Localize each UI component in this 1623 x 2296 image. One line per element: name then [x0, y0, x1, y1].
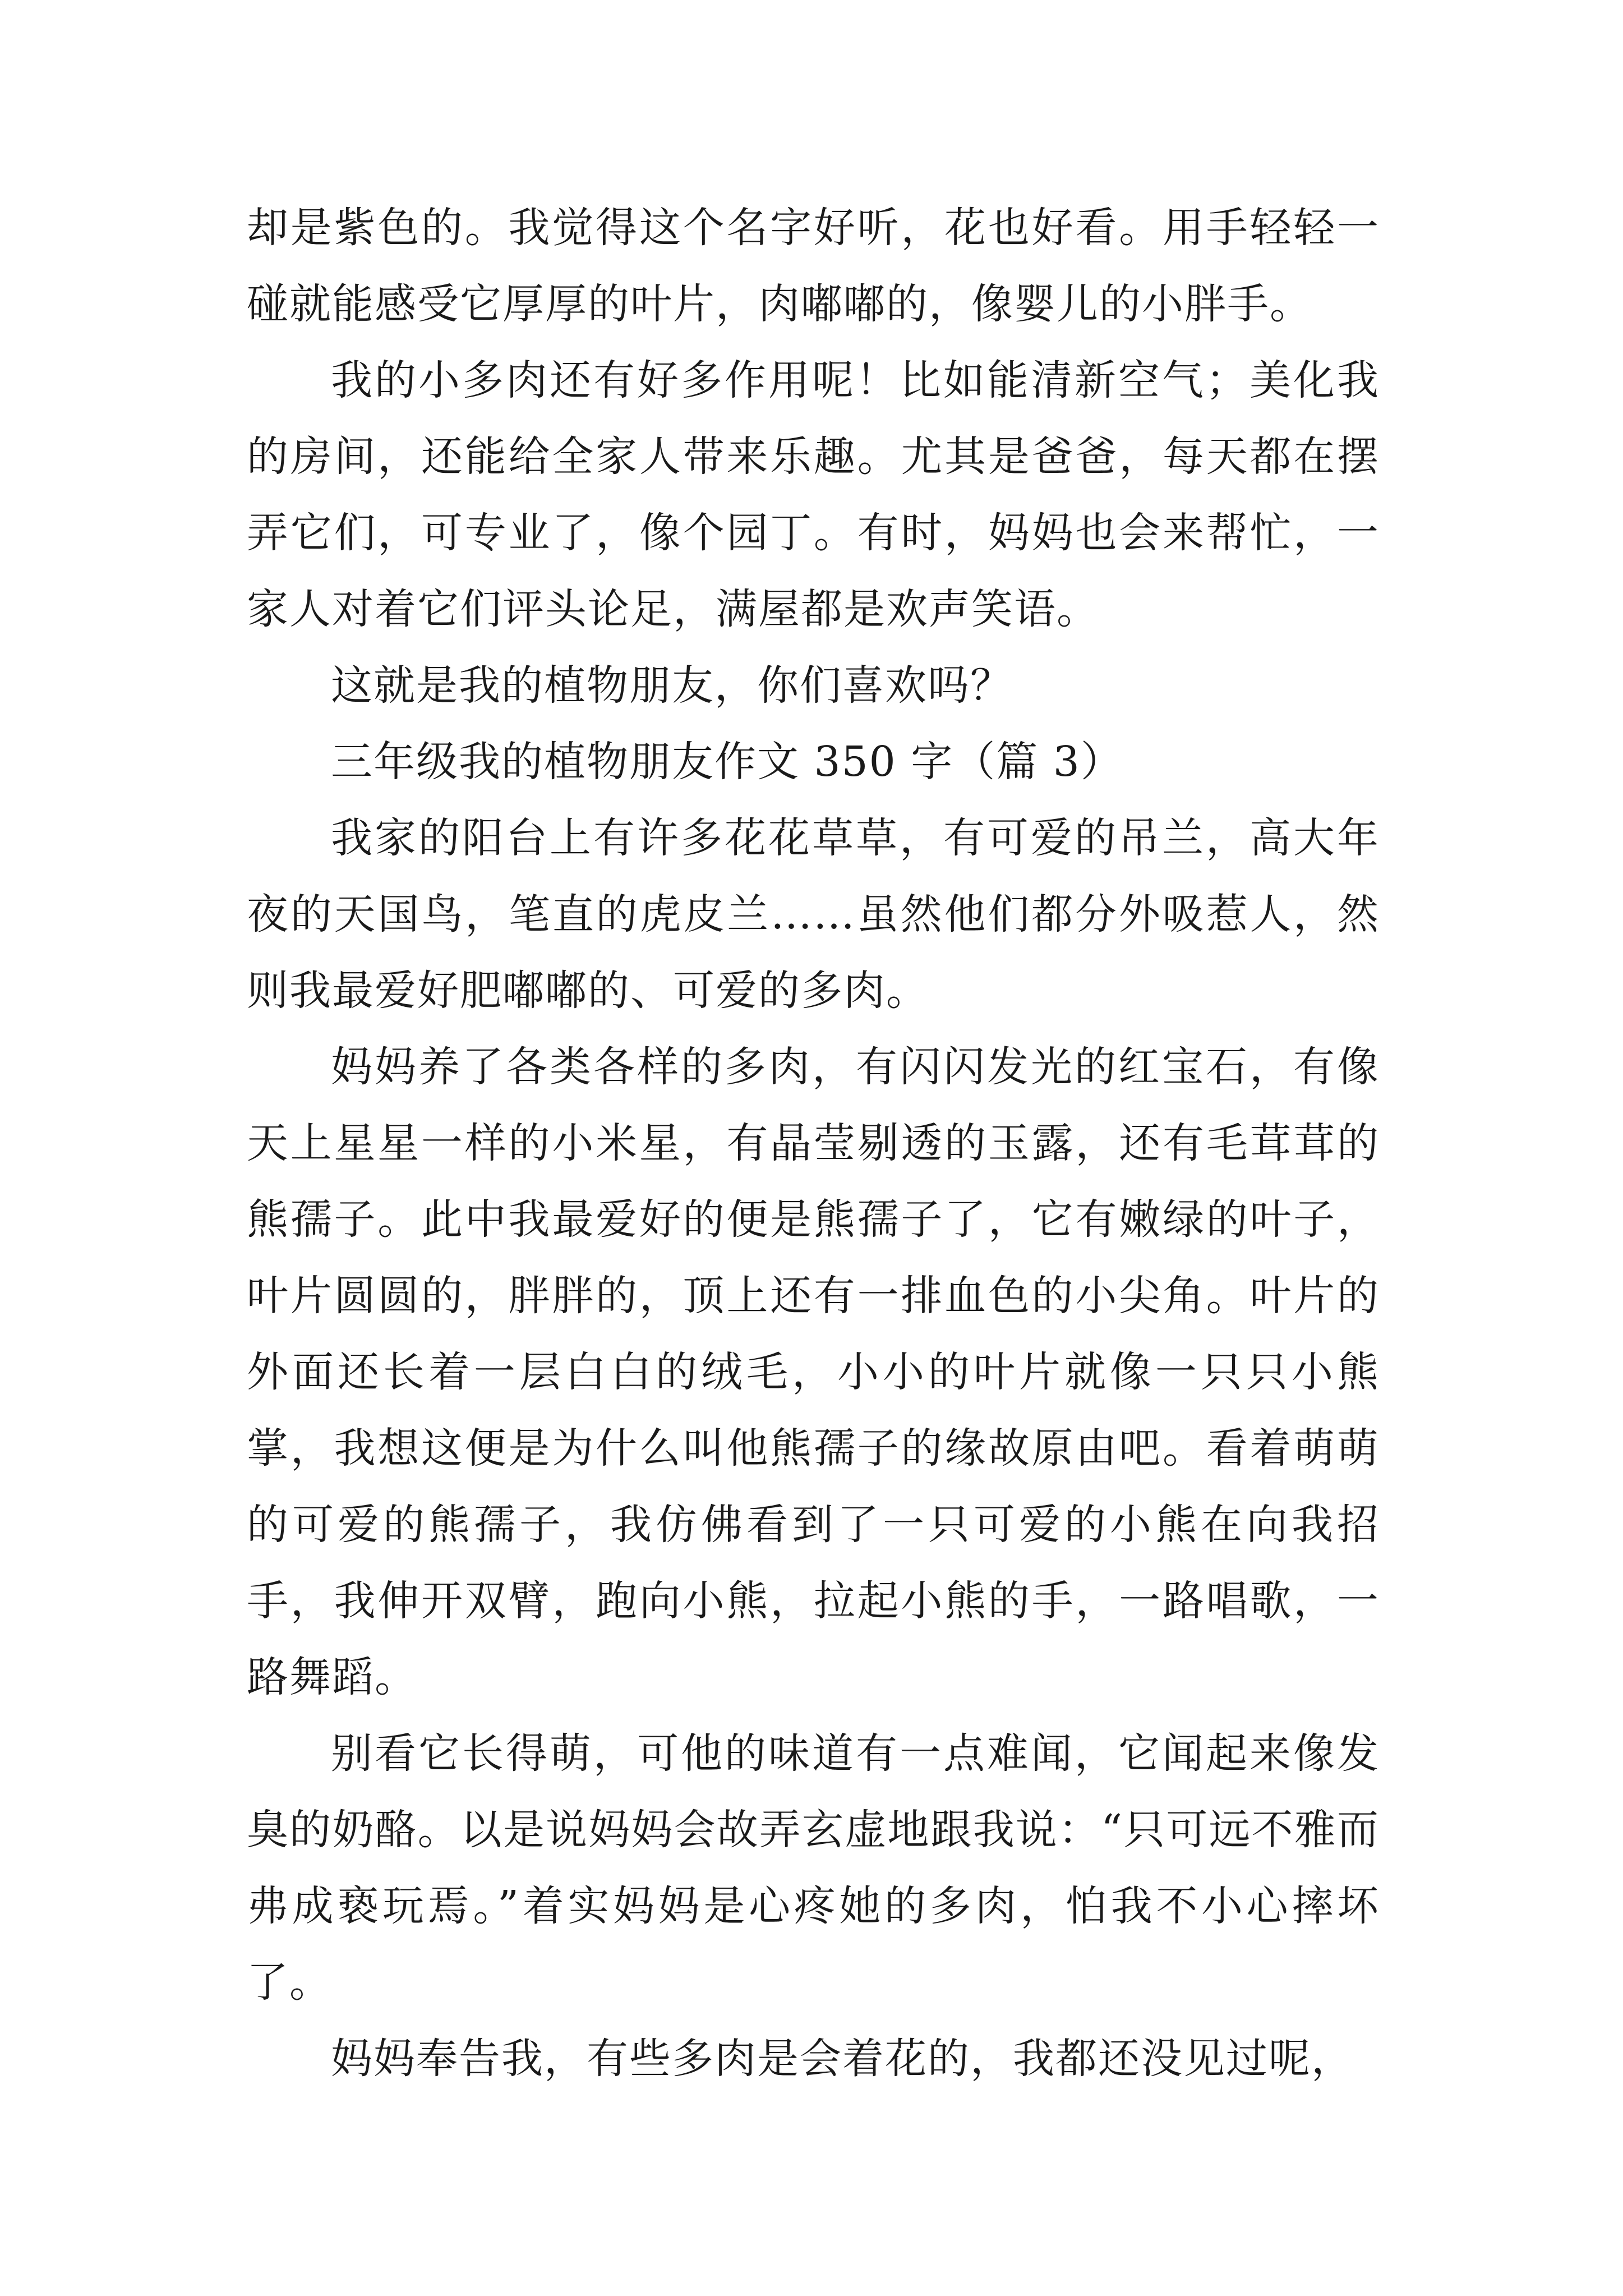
paragraph-flowers: 妈妈奉告我，有些多肉是会着花的，我都还没见过呢， [331, 2035, 1354, 2083]
paragraph-smell: 别看它长得萌，可他的味道有一点难闻，它闻起来像发臭的奶酪。以是说妈妈会故弄玄虚地跟我说：“只可远不雅而弗成亵玩焉。”着实妈妈是心疼她的多肉，怕我不小心摔坏了。 [247, 1729, 1380, 2007]
essay-title: 三年级我的植物朋友作文 350 字（篇 3） [331, 738, 1123, 786]
document-body [247, 190, 1380, 2097]
paragraph-uses: 我的小多肉还有好多作用呢！比如能清新空气；美化我的房间，还能给全家人带来乐趣。尤其是爸爸，每天都在摆弄它们，可专业了，像个园丁。有时，妈妈也会来帮忙，一家人对着它们评头论足，满屋都是欢声笑语。 [247, 356, 1380, 633]
paragraph-continued: 却是紫色的。我觉得这个名字好听，花也好看。用手轻轻一碰就能感受它厚厚的叶片，肉嘟嘟的，像婴儿的小胖手。 [247, 204, 1380, 328]
paragraph-question: 这就是我的植物朋友，你们喜欢吗？ [331, 661, 1013, 710]
paragraph-balcony: 我家的阳台上有许多花花草草，有可爱的吊兰，高大年夜的天国鸟，笔直的虎皮兰……虽然他们都分外吸惹人，然则我最爱好肥嘟嘟的、可爱的多肉。 [247, 814, 1380, 1015]
paragraph-succulents: 妈妈养了各类各样的多肉，有闪闪发光的红宝石，有像天上星星一样的小米星，有晶莹剔透的玉露，还有毛茸茸的熊孺子。此中我最爱好的便是熊孺子了，它有嫩绿的叶子，叶片圆圆的，胖胖的，顶上还有一排血色的小尖角。叶片的外面还长着一层白白的绒毛，小小的叶片就像一只只小熊掌，我想这便是为什么叫他熊孺子的缘故原由吧。看着萌萌的可爱的熊孺子，我仿佛看到了一只可爱的小熊在向我招手，我伸开双臂，跑向小熊，拉起小熊的手，一路唱歌，一路舞蹈。 [247, 1043, 1380, 1701]
